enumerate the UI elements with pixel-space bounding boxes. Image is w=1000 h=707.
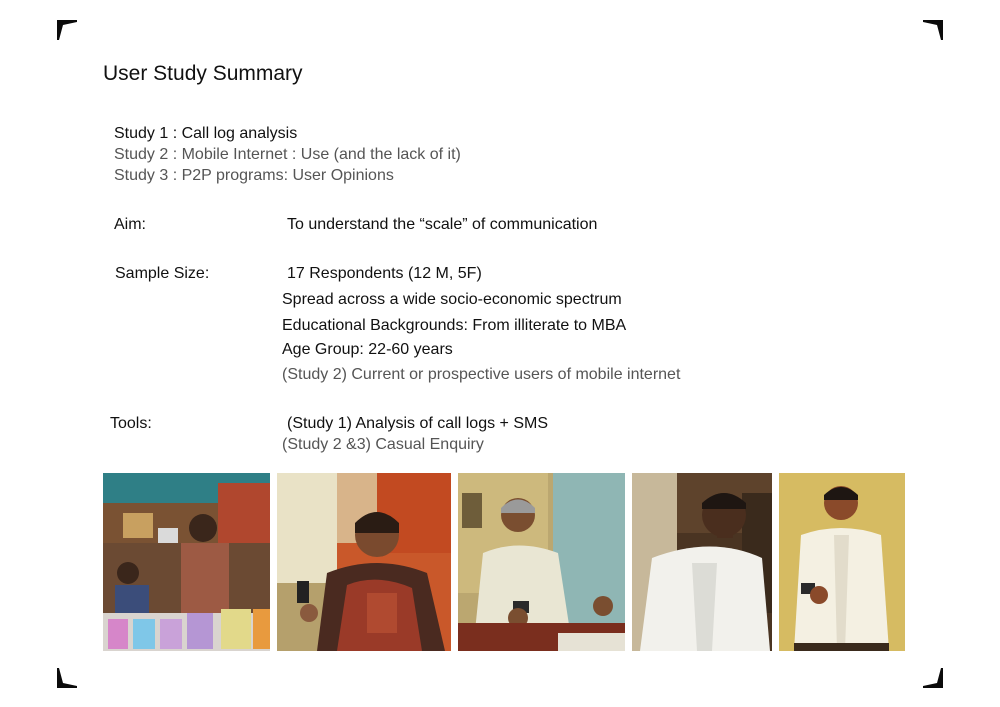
sample-line-age: Age Group: 22-60 years	[282, 341, 453, 358]
photo-man-at-desk	[458, 473, 625, 651]
sample-line-study2: (Study 2) Current or prospective users of mobile internet	[282, 366, 681, 383]
photo-older-man	[632, 473, 772, 651]
sample-line-spectrum: Spread across a wide socio-economic spectrum	[282, 291, 622, 308]
corner-mark-bottom-right	[923, 668, 943, 688]
tools-label: Tools:	[110, 415, 152, 432]
study-2-line: Study 2 : Mobile Internet : Use (and the lack of it)	[114, 146, 461, 163]
sample-line-education: Educational Backgrounds: From illiterate to MBA	[282, 317, 627, 334]
study-3-line: Study 3 : P2P programs: User Opinions	[114, 167, 394, 184]
corner-mark-top-left	[57, 20, 77, 40]
tools-line-study1: (Study 1) Analysis of call logs + SMS	[287, 415, 548, 432]
photo-shopkeepers	[103, 473, 270, 651]
corner-mark-bottom-left	[57, 668, 77, 688]
photo-man-standing	[779, 473, 905, 651]
sample-size-label: Sample Size:	[115, 265, 210, 282]
corner-mark-top-right	[923, 20, 943, 40]
sample-line-respondents: 17 Respondents (12 M, 5F)	[287, 265, 482, 282]
aim-value: To understand the “scale” of communication	[287, 216, 598, 233]
tools-line-study2-3: (Study 2 &3) Casual Enquiry	[282, 436, 484, 453]
page-title: User Study Summary	[103, 62, 303, 85]
study-1-line: Study 1 : Call log analysis	[114, 125, 298, 142]
aim-label: Aim:	[114, 216, 146, 233]
photo-woman-with-phone	[277, 473, 451, 651]
